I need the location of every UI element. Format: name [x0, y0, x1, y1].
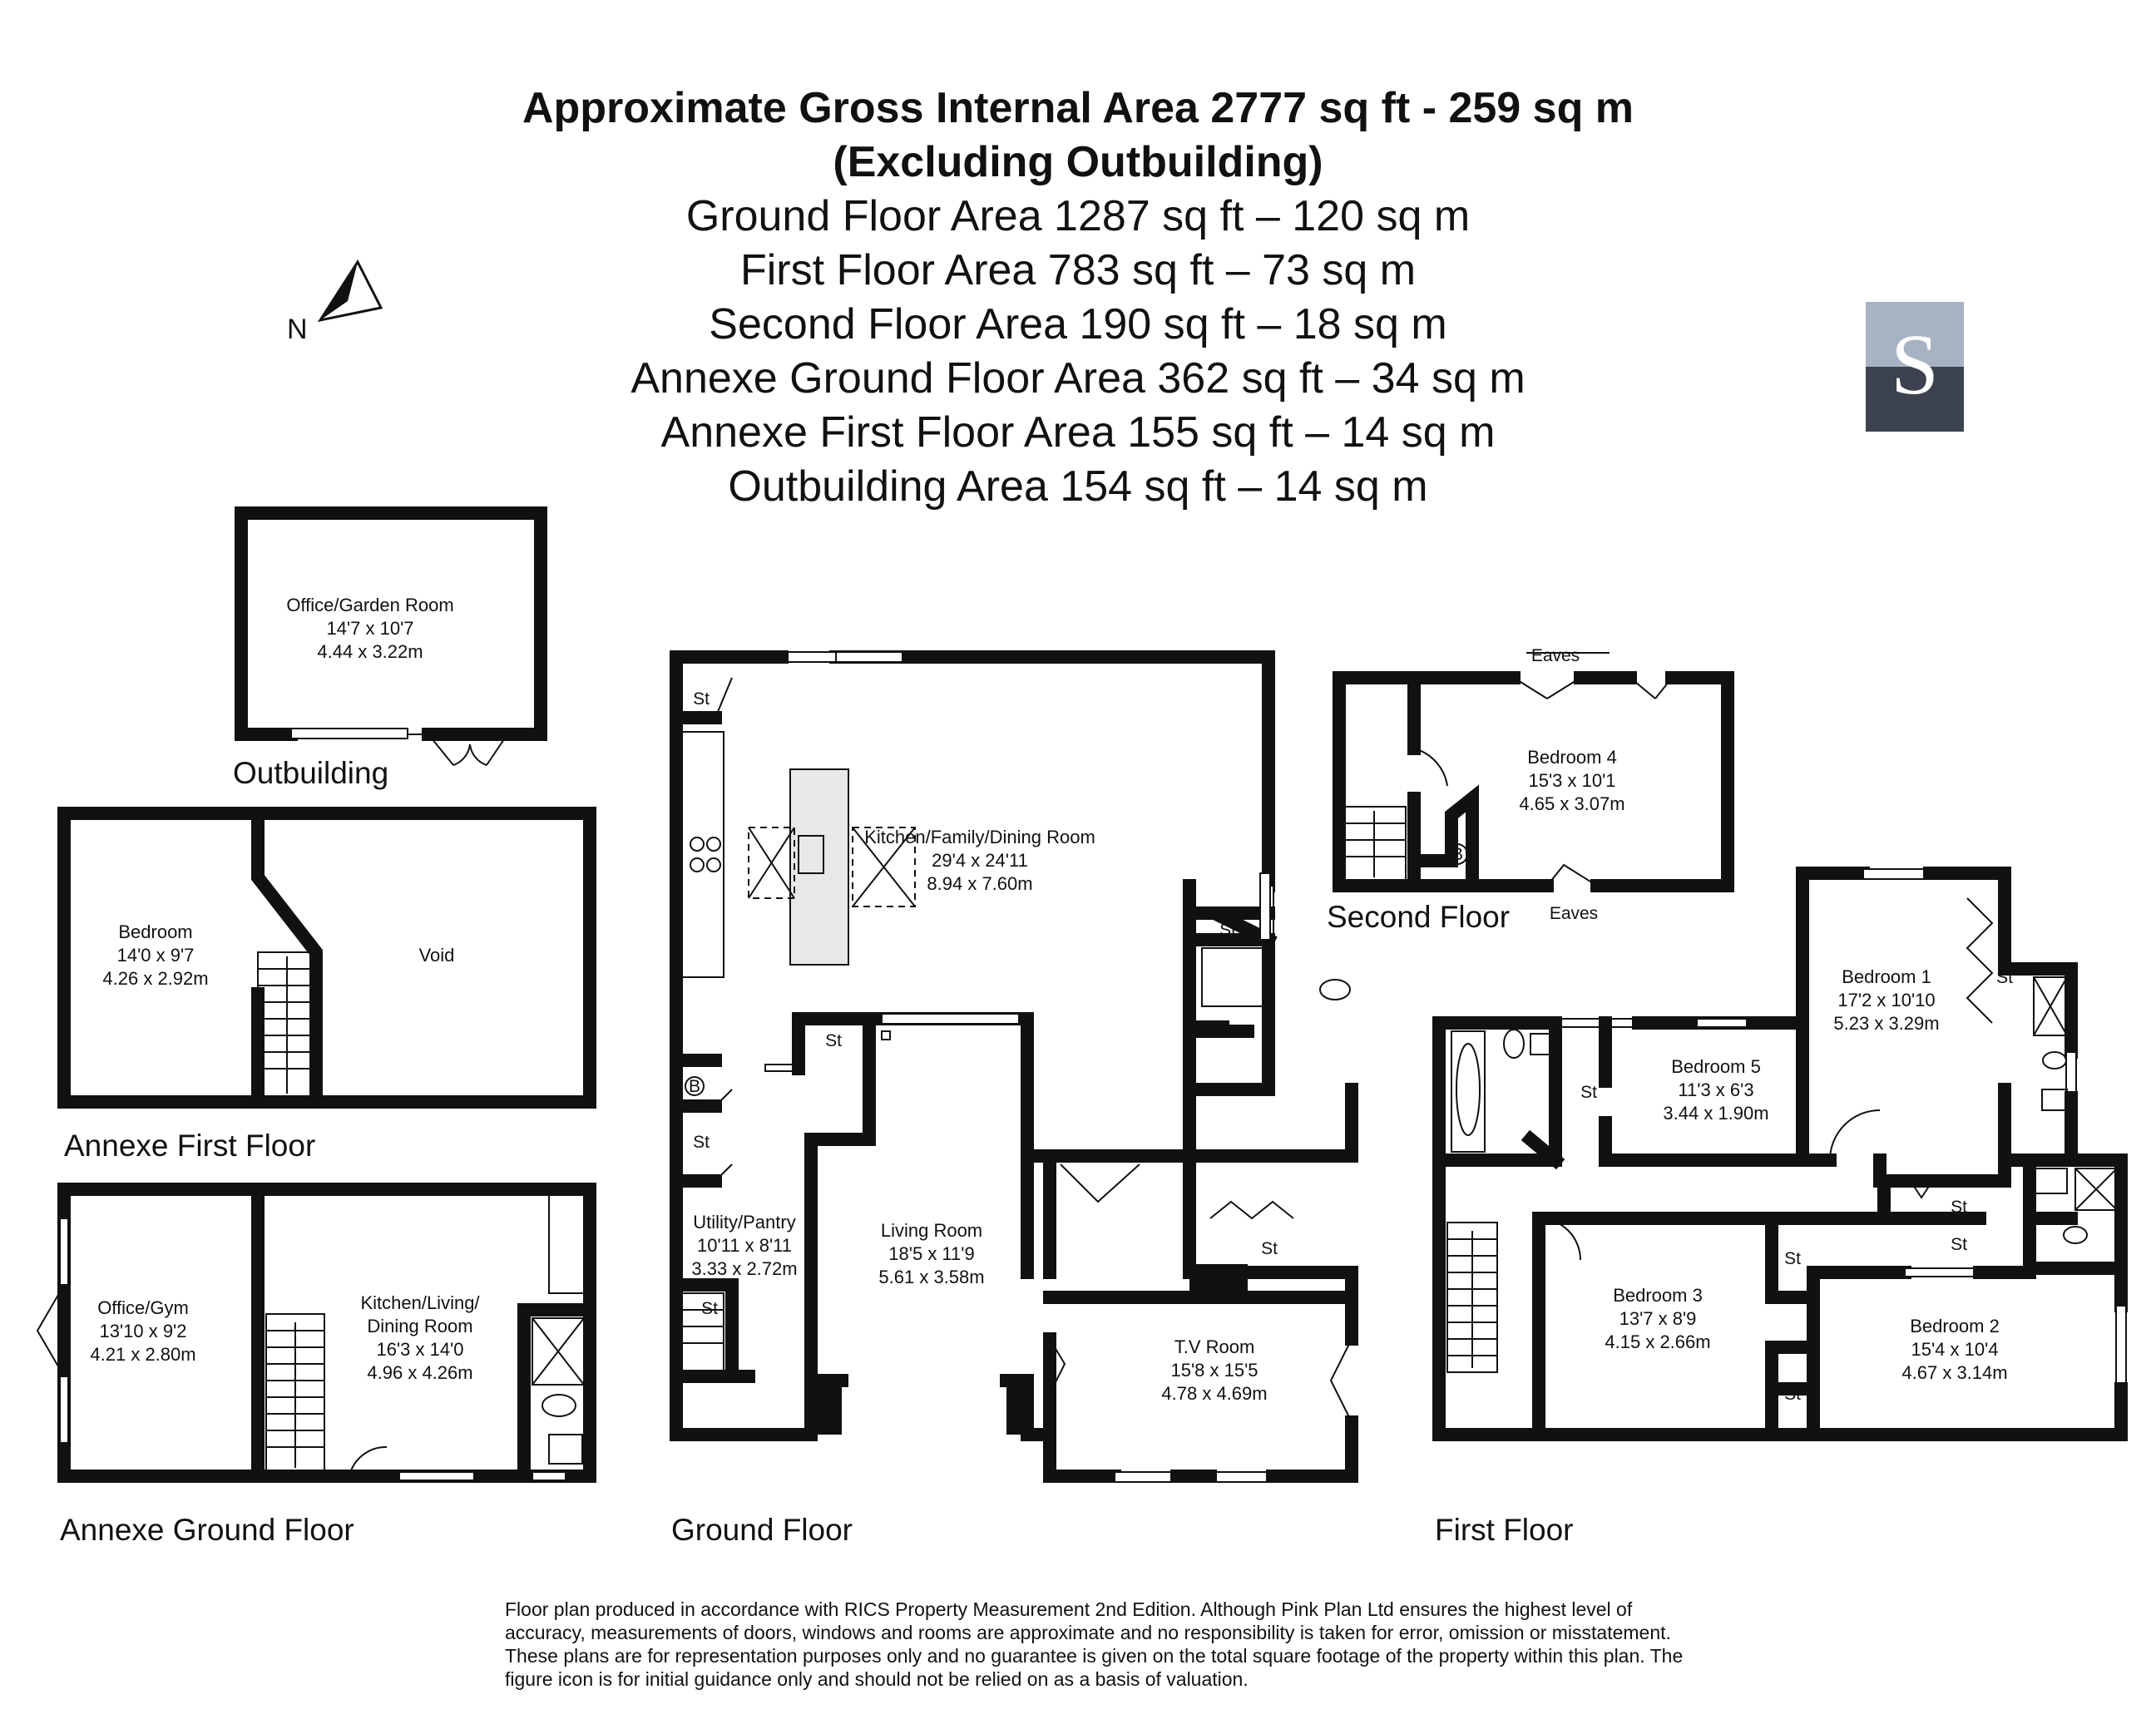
outbuilding-plan — [233, 513, 541, 790]
utility-metric: 3.33 x 2.72m — [691, 1258, 798, 1279]
annexe-ground-floor-plan — [37, 1189, 590, 1547]
eaves-top-label: Eaves — [1530, 646, 1580, 665]
second-boiler-label: B — [1451, 845, 1464, 864]
kitchen-family-imperial: 29'4 x 24'11 — [932, 850, 1028, 871]
ground-store-4: St — [825, 1031, 842, 1050]
ground-floor-plan — [671, 652, 1352, 1547]
living-room-imperial: 18'5 x 11'9 — [888, 1243, 975, 1264]
annexe-kitchen-name-2: Dining Room — [367, 1316, 473, 1336]
ground-store-1: St — [693, 689, 710, 709]
first-floor-plan — [1435, 869, 2126, 1547]
annexe-kitchen-imperial: 16'3 x 14'0 — [376, 1339, 464, 1360]
gross-area-subtitle: (Excluding Outbuilding) — [833, 138, 1323, 186]
annexe-first-floor-plan — [64, 813, 590, 1163]
annexe-ground-floor-label: Annexe Ground Floor — [60, 1513, 354, 1547]
kitchen-family-metric: 8.94 x 7.60m — [927, 873, 1033, 894]
bedroom5-name: Bedroom 5 — [1671, 1056, 1761, 1077]
first-store-3: St — [1951, 1198, 1967, 1217]
north-arrow-icon — [287, 262, 381, 345]
kitchen-family-name: Kitchen/Family/Dining Room — [864, 827, 1095, 847]
bedroom5-metric: 3.44 x 1.90m — [1663, 1103, 1769, 1124]
bedroom2-metric: 4.67 x 3.14m — [1901, 1362, 2008, 1383]
office-garden-room-imperial: 14'7 x 10'7 — [326, 618, 414, 639]
ground-store-6: St — [1261, 1239, 1278, 1258]
annexe-ground-floor-area: Annexe Ground Floor Area 362 sq ft – 34 sq m — [630, 354, 1526, 403]
bedroom3-metric: 4.15 x 2.66m — [1605, 1331, 1711, 1352]
office-gym-imperial: 13'10 x 9'2 — [99, 1321, 187, 1341]
first-store-5: St — [1784, 1249, 1801, 1268]
eaves-bottom-label: Eaves — [1549, 904, 1599, 923]
bedroom4-metric: 4.65 x 3.07m — [1519, 793, 1625, 814]
first-floor-label: First Floor — [1435, 1513, 1574, 1547]
gross-area-title: Approximate Gross Internal Area 2777 sq ft - 259 sq m — [522, 84, 1634, 132]
stairs — [258, 952, 316, 1098]
ground-store-2: St — [693, 1133, 710, 1152]
ground-boiler-label: B — [688, 1077, 701, 1096]
utility-imperial: 10'11 x 8'11 — [696, 1235, 793, 1256]
first-store-4: St — [1951, 1235, 1967, 1254]
living-room-metric: 5.61 x 3.58m — [878, 1267, 985, 1287]
office-gym-metric: 4.21 x 2.80m — [90, 1344, 196, 1365]
ground-store-3: St — [701, 1299, 718, 1318]
office-gym-name: Office/Gym — [97, 1297, 189, 1318]
bedroom4-name: Bedroom 4 — [1527, 747, 1617, 768]
bedroom1-metric: 5.23 x 3.29m — [1833, 1013, 1940, 1034]
annexe-bedroom-imperial: 14'0 x 9'7 — [116, 945, 195, 966]
office-garden-room-metric: 4.44 x 3.22m — [317, 641, 423, 662]
disclaimer-text: Floor plan produced in accordance with RICS Property Measurement 2nd Edition. Although Pink Plan Ltd ensures the highest level of accuracy, measurements of doors, windows and rooms are approximate and no responsibility is taken for error, omission or misstatement. These plans are for representation purposes only and no guarantee is given on the total square footage of the property within this plan. The figure icon is for initial guidance only and should not be relied on as a basis of valuation. — [505, 1598, 1684, 1690]
first-store-1: St — [1580, 1083, 1597, 1102]
ground-store-5: St — [1219, 921, 1236, 940]
annexe-bedroom-name: Bedroom — [118, 921, 193, 942]
tv-room-name: T.V Room — [1174, 1336, 1255, 1357]
utility-name: Utility/Pantry — [693, 1212, 796, 1233]
logo-letter: S — [1891, 317, 1939, 412]
north-label: N — [287, 314, 308, 345]
bedroom1-name: Bedroom 1 — [1842, 966, 1931, 987]
ground-floor-label: Ground Floor — [671, 1513, 853, 1547]
second-floor-plan — [1327, 646, 1728, 934]
bedroom3-imperial: 13'7 x 8'9 — [1619, 1308, 1697, 1329]
tv-room-imperial: 15'8 x 15'5 — [1170, 1360, 1258, 1381]
first-floor-area: First Floor Area 783 sq ft – 73 sq m — [739, 246, 1417, 294]
void-label: Void — [418, 945, 455, 966]
office-garden-room-name: Office/Garden Room — [286, 595, 454, 615]
first-store-6: St — [1784, 1385, 1801, 1404]
annexe-bedroom-metric: 4.26 x 2.92m — [102, 968, 209, 989]
second-floor-label: Second Floor — [1327, 900, 1511, 934]
bedroom2-imperial: 15'4 x 10'4 — [1911, 1339, 1999, 1360]
second-floor-area: Second Floor Area 190 sq ft – 18 sq m — [709, 300, 1447, 348]
ground-floor-area: Ground Floor Area 1287 sq ft – 120 sq m — [685, 192, 1471, 240]
outbuilding-label: Outbuilding — [233, 756, 389, 790]
annexe-kitchen-metric: 4.96 x 4.26m — [367, 1362, 473, 1383]
outbuilding-area: Outbuilding Area 154 sq ft – 14 sq m — [728, 462, 1428, 511]
bedroom1-imperial: 17'2 x 10'10 — [1837, 990, 1936, 1010]
tv-room-metric: 4.78 x 4.69m — [1161, 1383, 1268, 1404]
annexe-kitchen-name-1: Kitchen/Living/ — [360, 1292, 480, 1313]
first-store-2: St — [1996, 968, 2013, 987]
bedroom4-imperial: 15'3 x 10'1 — [1528, 770, 1616, 791]
annexe-first-floor-label: Annexe First Floor — [64, 1129, 316, 1163]
bedroom5-imperial: 11'3 x 6'3 — [1678, 1079, 1754, 1100]
annexe-first-floor-area: Annexe First Floor Area 155 sq ft – 14 sq m — [660, 408, 1496, 457]
bedroom3-name: Bedroom 3 — [1613, 1285, 1703, 1306]
bedroom2-name: Bedroom 2 — [1910, 1316, 2000, 1336]
living-room-name: Living Room — [880, 1220, 983, 1241]
